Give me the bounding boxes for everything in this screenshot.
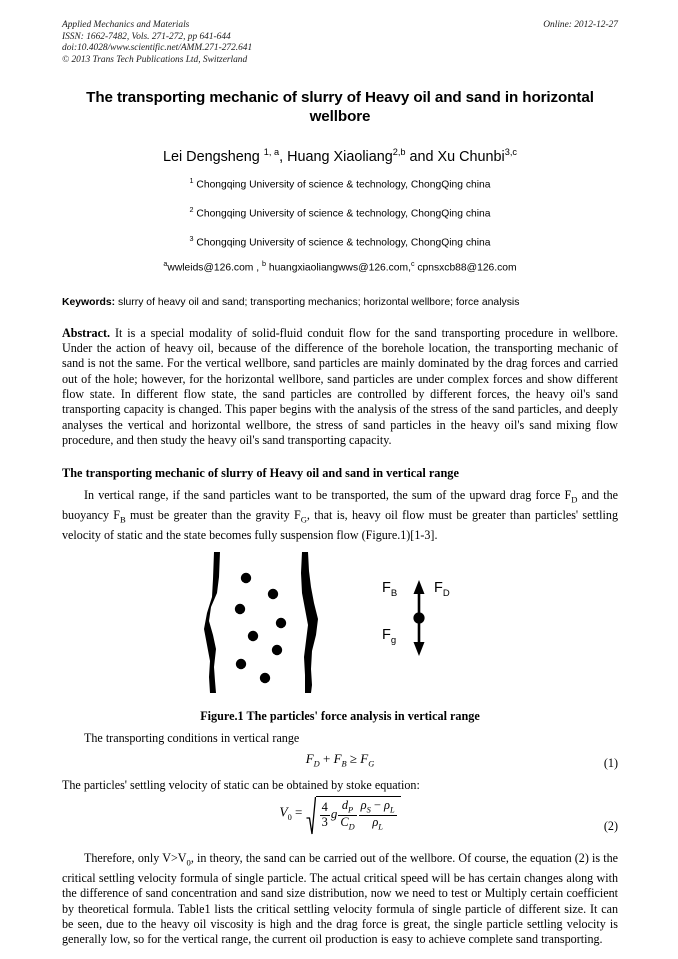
eq2-frac2-numerator	[338, 799, 356, 816]
eq2-equals: =	[291, 804, 306, 820]
eq2-rho-s-sub: S	[366, 805, 371, 815]
eq1-fb: F	[333, 750, 342, 766]
journal-header	[62, 20, 618, 66]
force-label-fb	[382, 580, 397, 599]
affiliation-1	[62, 172, 618, 195]
sand-particle	[236, 659, 246, 669]
author-separator-2: and	[405, 149, 438, 166]
email-a[interactable]: wwleids@126.com	[167, 262, 254, 274]
par1-subscript-d: D	[571, 494, 578, 505]
eq1-fg-sub: G	[368, 759, 375, 769]
force-diagram-particle	[413, 613, 424, 624]
equation-1-body	[62, 751, 618, 769]
journal-copyright: © 2013 Trans Tech Publications Ltd, Switzerland	[62, 54, 248, 65]
wellbore-right-wall	[301, 552, 318, 693]
page-title: The transporting mechanic of slurry of Heavy oil and sand in horizontal wellbore	[86, 89, 594, 126]
email-b-marker: b	[261, 259, 266, 269]
author-3-affil-marker: 3,c	[504, 147, 518, 158]
online-date: Online: 2012-12-27	[543, 20, 618, 30]
abstract-label: Abstract.	[62, 325, 111, 340]
author-2-affil-marker: 2,b	[392, 147, 406, 158]
sand-particle	[235, 604, 245, 614]
force-label-fg-subscript: g	[390, 635, 397, 647]
force-label-fg-symbol: F	[382, 627, 391, 644]
force-label-fd-subscript: D	[442, 588, 450, 600]
final-par-subscript-0: 0	[186, 857, 191, 868]
eq2-g: g	[330, 806, 338, 821]
affiliation-1-text: Chongqing University of science & technology, ChongQing china	[196, 179, 491, 191]
par1-subscript-g: G	[300, 514, 307, 525]
email-c-marker: c	[410, 259, 415, 269]
author-2-name: Huang Xiaoliang	[287, 149, 393, 166]
eq1-plus: +	[319, 750, 334, 766]
force-label-fd-symbol: F	[434, 580, 443, 597]
equation-1-number: (1)	[603, 755, 618, 770]
par1-subscript-b: B	[120, 514, 126, 525]
sand-particle	[268, 589, 278, 599]
section-1-paragraph-1	[62, 488, 618, 543]
eq2-frac2-denominator	[338, 816, 356, 832]
eq2-radicand	[316, 796, 401, 831]
eq2-rho-l-num-sub: L	[389, 805, 395, 815]
author-separator-1: ,	[279, 149, 288, 166]
eq2-frac-4-3	[320, 801, 330, 829]
affiliation-3-text: Chongqing University of science & technology, ChongQing china	[196, 237, 491, 249]
eq2-rho-l-den-sub: L	[378, 821, 383, 831]
final-par-part-a: Therefore, only V>V	[84, 850, 187, 865]
author-list	[62, 143, 618, 166]
eq1-fd: F	[305, 750, 314, 766]
paragraph-transport-conditions: The transporting conditions in vertical range	[84, 731, 300, 746]
figure-1-caption: Figure.1 The particles' force analysis in vertical range	[200, 709, 480, 724]
eq1-fb-sub: B	[341, 759, 347, 769]
radical-sign-icon	[306, 796, 316, 836]
sand-particle	[276, 618, 286, 628]
sand-particle	[248, 631, 258, 641]
abstract-paragraph	[62, 326, 618, 448]
sand-particle	[272, 645, 282, 655]
force-arrow-head-down	[414, 642, 425, 656]
eq2-frac1-numerator: 4	[321, 800, 328, 815]
figure-1-graphic	[62, 549, 618, 707]
email-separator-a: ,	[253, 262, 262, 274]
eq2-minus: −	[370, 797, 384, 812]
journal-header-left	[62, 20, 462, 66]
eq2-frac3-numerator	[359, 799, 397, 816]
journal-issn-volume: ISSN: 1662-7482, Vols. 271-272, pp 641-644	[62, 31, 231, 42]
eq2-dp-sub: P	[348, 805, 354, 815]
final-par-part-b: , in theory, the sand can be carried out of the wellbore. Of course, the equation (2) is the critical settling velocity formula of single particle. The actual critical speed will be has certain changes along with the difference of sand concentration and sand size distribution, now we need to test or Multiply certain coefficient by theoretical formula. Table1 lists the critical settling velocity formula of single particle of different size. It can be seen, due to the heavy oil viscosity is high and the drag force is great, the single particle settling velocity is generally low, so for the vertical range, the current oil production is easy to achieve complete sand transporting.	[62, 850, 618, 947]
affiliation-3	[62, 230, 618, 253]
eq2-frac-dp-cd	[338, 799, 356, 831]
force-arrow-head-up	[414, 580, 425, 594]
affiliation-2	[62, 201, 618, 224]
final-paragraph	[62, 851, 618, 948]
eq2-sqrt	[306, 796, 401, 831]
equation-2-body	[62, 796, 618, 831]
force-label-fd	[434, 580, 450, 599]
email-a-marker: a	[163, 259, 168, 269]
journal-doi: doi:10.4028/www.scientific.net/AMM.271-272.641	[62, 43, 253, 54]
author-emails	[62, 257, 618, 275]
journal-name: Applied Mechanics and Materials	[62, 20, 190, 30]
par1-part-d: , that is, heavy oil flow must be greater than particles' settling velocity of static and the state becomes fully suspension flow (Figure.1)[1-3].	[62, 507, 618, 542]
affiliation-2-marker: 2	[189, 204, 194, 214]
eq1-fg: F	[360, 750, 369, 766]
eq1-fd-sub: D	[313, 759, 320, 769]
sand-particle	[260, 673, 270, 683]
keywords-line	[62, 296, 618, 310]
section-heading-1: The transporting mechanic of slurry of Heavy oil and sand in vertical range	[62, 466, 459, 481]
eq2-rho-l-den: ρ	[372, 814, 379, 829]
author-1-affil-marker: 1, a	[263, 147, 280, 158]
equation-1-row	[62, 751, 618, 771]
figure-1	[62, 549, 618, 707]
force-label-fb-subscript: B	[390, 588, 398, 600]
equation-2-number: (2)	[603, 818, 618, 833]
eq2-v: V	[279, 804, 288, 820]
par1-part-b: and the buoyancy F	[62, 488, 618, 522]
par1-part-c: must be greater than the gravity F	[125, 507, 301, 522]
force-label-fb-symbol: F	[382, 580, 391, 597]
keywords-text: slurry of heavy oil and sand; transporting mechanics; horizontal wellbore; force analysis	[115, 296, 520, 308]
wellbore-left-wall	[204, 552, 220, 693]
affiliation-1-marker: 1	[189, 176, 194, 186]
par1-part-a: In vertical range, if the sand particles want to be transported, the sum of the upward drag force F	[84, 488, 572, 503]
email-b[interactable]: huangxiaoliangwws@126.com,	[265, 262, 411, 274]
affiliation-3-marker: 3	[189, 233, 194, 243]
author-3-name: Xu Chunbi	[437, 149, 505, 166]
eq1-relation: ≥	[346, 750, 361, 766]
eq2-frac-rho	[359, 799, 397, 831]
abstract-text: It is a special modality of solid-fluid conduit flow for the sand transporting procedure in wellbore. Under the action of heavy oil, because of the difference of the borehole location, the transporting mechanic of sand is not the same. For the vertical wellbore, sand particles are mainly dominated by the drag forces and carried out of the hole; however, for the horizontal wellbore, sand particles are under complex forces and show different flow state. In different flow state, the sand particles are controlled by different forces, the heavy oil's sand transporting capacity is changed. This paper begins with the analysis of the stress of the sand particles, and deeply analyses the vertical and horizontal wellbore, the stress of sand particles in the heavy oil's sand mixing flow procedure, and then study the heavy oil's sand transporting capacity.	[62, 325, 618, 447]
email-c[interactable]: cpnsxcb88@126.com	[414, 262, 517, 274]
eq2-dp: d	[341, 797, 349, 812]
eq2-cd: C	[340, 814, 349, 829]
force-label-fg	[382, 627, 396, 646]
keywords-label: Keywords:	[62, 296, 116, 308]
sand-particle	[241, 573, 251, 583]
eq2-cd-sub: D	[348, 821, 355, 831]
page-content	[62, 20, 618, 948]
eq2-frac3-denominator	[359, 816, 397, 832]
author-1-name: Lei Dengsheng	[162, 149, 260, 166]
eq2-rho-l-num: ρ	[384, 797, 390, 812]
equation-2-row	[62, 796, 618, 844]
eq2-rho-s: ρ	[360, 797, 367, 812]
eq2-frac1-denominator: 3	[321, 814, 328, 829]
eq2-v-sub: 0	[287, 813, 292, 823]
paragraph-stoke-equation: The particles' settling velocity of static can be obtained by stoke equation:	[62, 777, 420, 792]
affiliation-2-text: Chongqing University of science & technology, ChongQing china	[196, 208, 491, 220]
